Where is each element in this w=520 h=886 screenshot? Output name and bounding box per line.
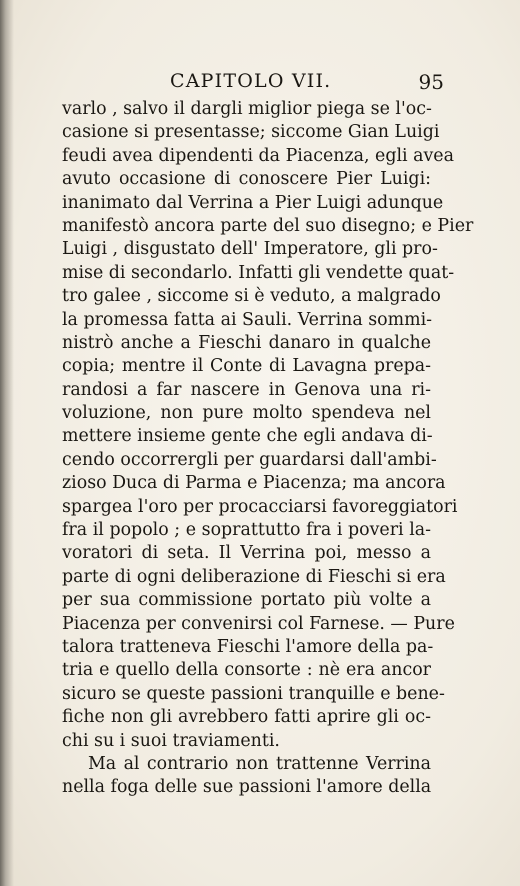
text-line: voluzione, non pure molto spendeva nel [62, 403, 431, 424]
text-line: zioso Duca di Parma e Piacenza; ma ancora [62, 473, 446, 494]
text-line: Piacenza per convenirsi col Farnese. — Pure [62, 613, 455, 634]
text-line: Luigi , disgustato dell' Imperatore, gli pro- [62, 239, 438, 260]
text-line: randosi a far nascere in Genova una ri- [62, 379, 431, 400]
text-line: mise di secondarlo. Infatti gli vendette quat- [62, 262, 455, 283]
text-line: manifestò ancora parte del suo disegno; e Pier [62, 215, 474, 236]
text-line: la promessa fatta ai Sauli. Verrina sommi- [62, 309, 433, 330]
text-line: fra il popolo ; e soprattutto fra i poveri la- [62, 520, 431, 541]
text-line: mettere insieme gente che egli andava di- [62, 426, 433, 447]
text-line: copia; mentre il Conte di Lavagna prepa- [62, 356, 431, 377]
text-line: parte di ogni deliberazione di Fieschi si era [62, 566, 446, 587]
body-text [62, 98, 474, 800]
page-gutter-shadow [0, 0, 14, 886]
text-line: spargea l'oro per procacciarsi favoreggiatori [62, 496, 458, 517]
text-line: Ma al contrario non trattenne Verrina [88, 753, 431, 774]
page-header [62, 70, 444, 100]
text-line: fiche non gli avrebbero fatti aprire gli oc- [62, 707, 431, 728]
text-line: talora tratteneva Fieschi l'amore della pa- [62, 636, 434, 657]
text-line: cendo occorrergli per guardarsi dall'ambi- [62, 449, 437, 470]
text-line: per sua commissione portato più volte a [62, 590, 431, 611]
text-line: sicuro se queste passioni tranquille e bene- [62, 683, 445, 704]
text-line: varlo , salvo il dargli miglior piega se l'oc- [62, 99, 432, 119]
text-line: chi su i suoi traviamenti. [62, 730, 280, 751]
text-line: inanimato dal Verrina a Pier Luigi adunque [62, 192, 444, 213]
text-line: tro galee , siccome si è veduto, a malgrado [62, 286, 441, 307]
text-line: nella foga delle sue passioni l'amore della [62, 777, 432, 798]
text-line: avuto occasione di conoscere Pier Luigi: [62, 169, 431, 190]
page-number: 95 [418, 70, 444, 94]
text-line: nistrò anche a Fieschi danaro in qualche [62, 332, 431, 353]
text-line: feudi avea dipendenti da Piacenza, egli avea [62, 145, 454, 166]
text-line: casione si presentasse; siccome Gian Luigi [62, 122, 440, 143]
running-head: CAPITOLO VII. [170, 70, 332, 92]
text-line: tria e quello della consorte : nè era ancor [62, 660, 431, 681]
text-line: voratori di seta. Il Verrina poi, messo a [62, 543, 431, 564]
